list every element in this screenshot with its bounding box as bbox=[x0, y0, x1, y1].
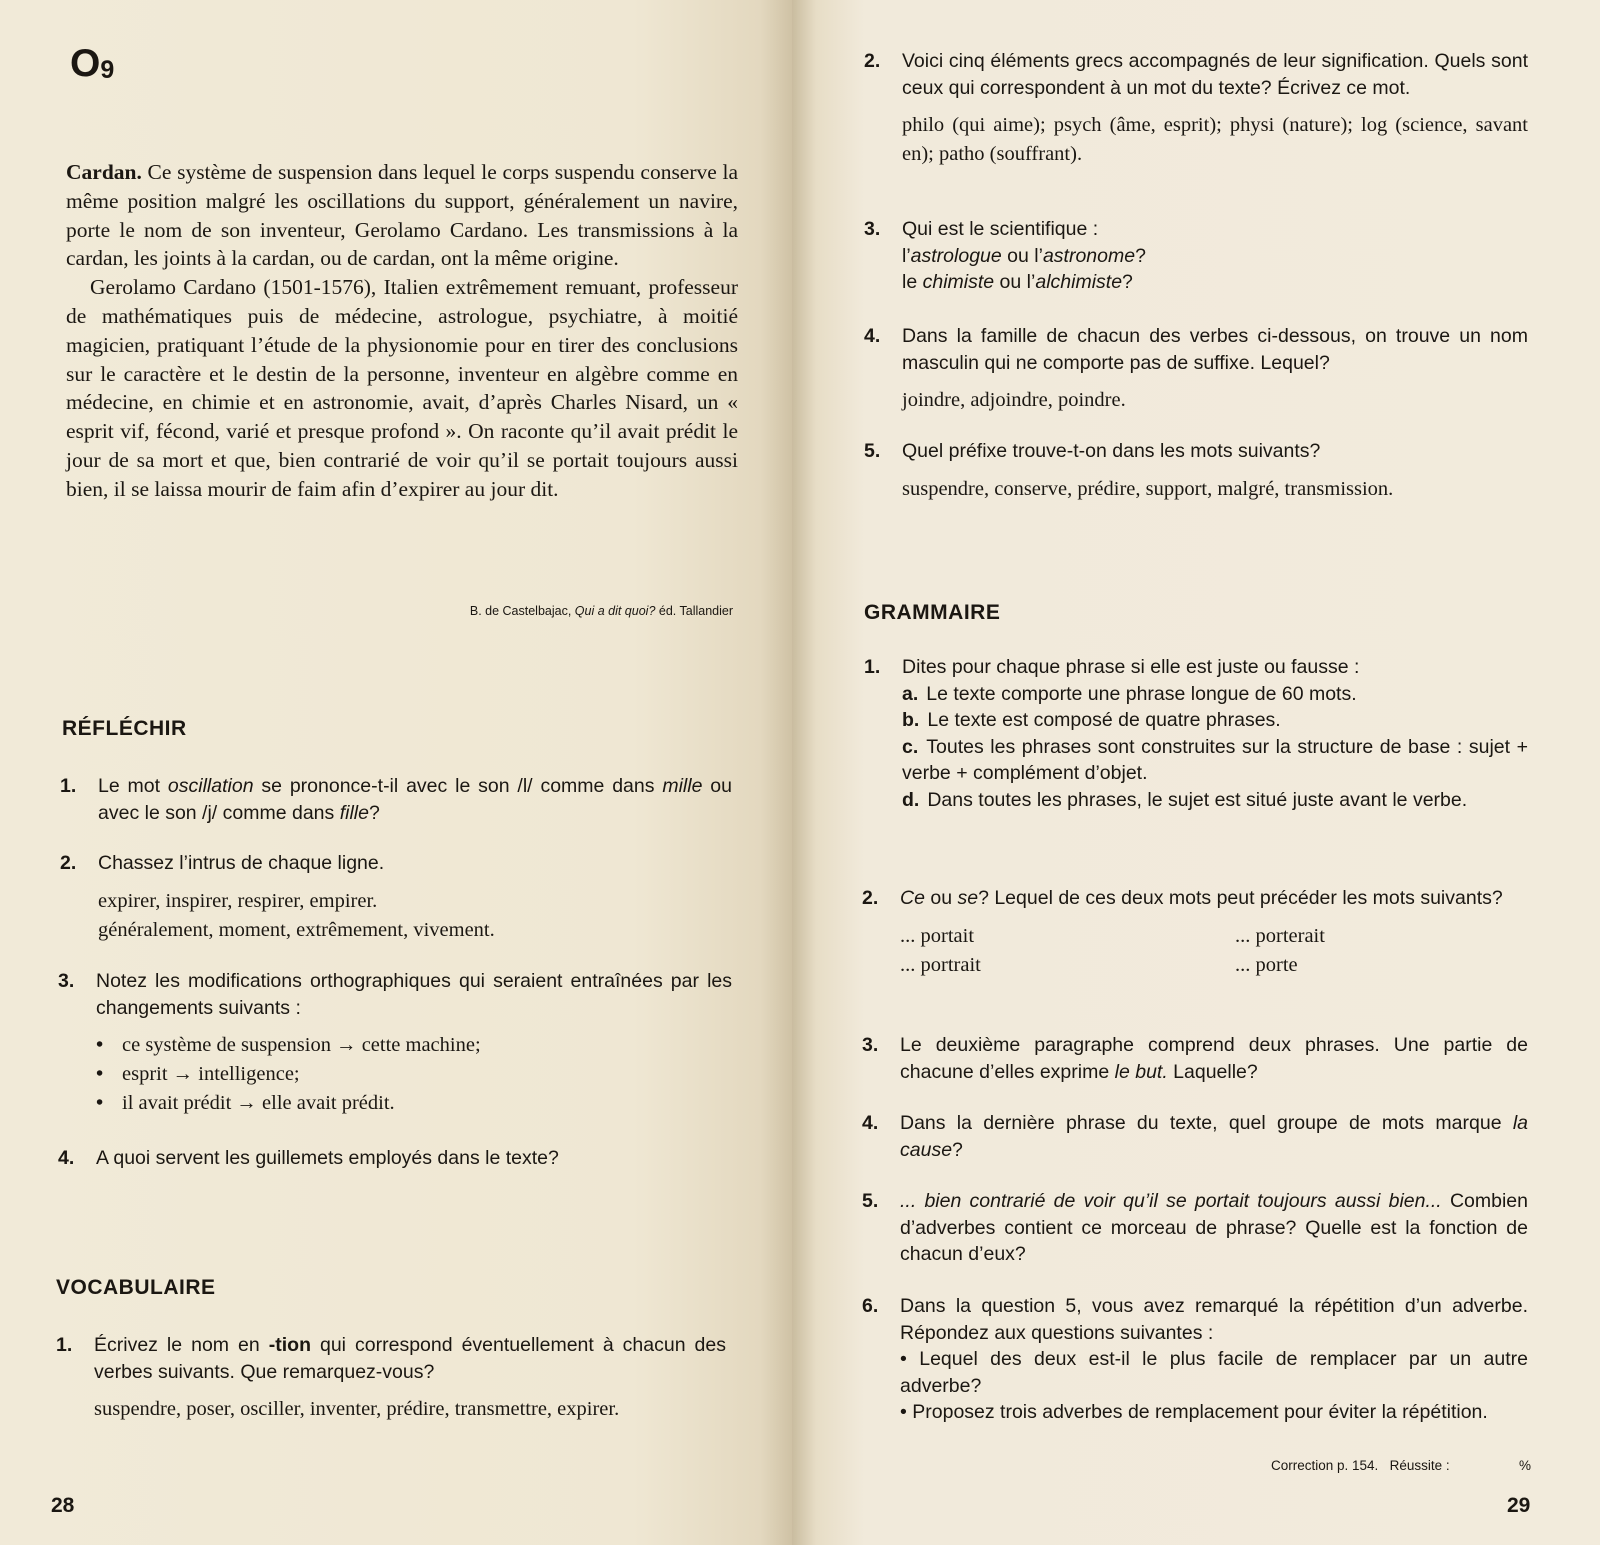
grammaire-question-5: 5. ... bien contrarié de voir qu’il se portait toujours aussi bien... Combien d’adverbes contient ce morceau de phrase? Quelle est la fonction de chacun d’eux? bbox=[862, 1190, 1528, 1265]
reading-passage bbox=[66, 158, 738, 504]
grammaire-question-2: 2. Ce ou se? Lequel de ces deux mots peut précéder les mots suivants? ... portait ... porterait ... portrait ... porte bbox=[862, 887, 1503, 976]
heading-reflechir: RÉFLÉCHIR bbox=[62, 717, 187, 740]
grammaire-item-a: a. Le texte comporte une phrase longue de 60 mots. bbox=[902, 682, 1357, 705]
left-page bbox=[0, 0, 792, 1545]
vocabulaire-question-1: 1. Écrivez le nom en -tion qui correspond éventuellement à chacun des verbes suivants. Que remarquez-vous? suspendre, poser, osciller, inventer, prédire, transmettre, expirer. bbox=[56, 1334, 726, 1420]
page-number-left: 28 bbox=[51, 1494, 75, 1517]
grammaire-question-1: 1. Dites pour chaque phrase si elle est juste ou fausse : a. Le texte comporte une phrase longue de 60 mots. b. Le texte est composé de quatre phrases. c. Toutes les phrases sont construites sur la structure de base : sujet + verbe + complément d’objet. d. Dans toutes les phrases, le sujet est situé juste avant le verbe. bbox=[864, 654, 1528, 813]
heading-grammaire: GRAMMAIRE bbox=[864, 601, 1001, 624]
grammaire-question-4: 4. Dans la dernière phrase du texte, quel groupe de mots marque la cause? bbox=[862, 1112, 1528, 1161]
reflechir-question-3: 3. Notez les modifications orthographiques qui seraient entraînées par les changements suivants : • ce système de suspension → cette machine; • esprit → intelligence; • il avait prédit → elle avait prédit. bbox=[58, 968, 732, 1118]
grammaire-item-c: c. Toutes les phrases sont construites sur la structure de base : sujet + verbe + complément d’objet. bbox=[902, 735, 1528, 784]
page-number-right: 29 bbox=[1507, 1494, 1531, 1517]
reflechir-question-4: 4. A quoi servent les guillemets employés dans le texte? bbox=[58, 1147, 559, 1169]
passage-paragraph-1: Cardan. Ce système de suspension dans lequel le corps suspendu conserve la même position malgré les oscillations du support, généralement un navire, porte le nom de son inventeur, Gerolamo Cardano. Les transmissions à la cardan, les joints à la cardan, ou de cardan, ont la même origine. bbox=[66, 160, 738, 271]
bullet-item: • ce système de suspension → cette machine; bbox=[96, 1034, 481, 1056]
grammaire-item-b: b. Le texte est composé de quatre phrases. bbox=[902, 709, 1281, 731]
vocabulaire-question-2: 2. Voici cinq éléments grecs accompagnés de leur signification. Quels sont ceux qui correspondent à un mot du texte? Écrivez ce mot. philo (qui aime); psych (âme, esprit); physi (nature); log (science, savant en); patho (souffrant). bbox=[864, 50, 1528, 165]
grammaire-question-3: 3. Le deuxième paragraphe comprend deux phrases. Une partie de chacune d’elles exprime le but. Laquelle? bbox=[862, 1034, 1528, 1083]
heading-vocabulaire: VOCABULAIRE bbox=[56, 1276, 216, 1299]
percent-sign: % bbox=[1519, 1458, 1532, 1473]
bullet-item: • esprit → intelligence; bbox=[96, 1063, 300, 1085]
passage-title: Cardan. bbox=[66, 160, 142, 184]
bullet-item: • il avait prédit → elle avait prédit. bbox=[96, 1092, 395, 1114]
vocabulaire-question-3: 3. Qui est le scientifique : l’astrologue ou l’astronome? le chimiste ou l’alchimiste? bbox=[864, 218, 1146, 293]
passage-paragraph-2: Gerolamo Cardano (1501-1576), Italien extrêmement remuant, professeur de mathématiques puis de médecine, astrologue, psychiatre, à moitié magicien, pratiquant l’étude de la physionomie pour en tirer des conclusions sur le caractère et le destin de la personne, inventeur en algèbre comme en médecine, en chimie et en astronomie, avait, d’après Charles Nisard, un « esprit vif, fécond, varié et presque profond ». On raconte qu’il avait prédit le jour de sa mort et que, bien contrarié de voir qu’il se portait toujours aussi bien, il se laissa mourir de faim afin d’expirer au jour dit. bbox=[66, 275, 738, 501]
vocabulaire-question-4: 4. Dans la famille de chacun des verbes ci-dessous, on trouve un nom masculin qui ne comporte pas de suffixe. Lequel? joindre, adjoindre, poindre. bbox=[864, 325, 1528, 411]
reflechir-question-2: 2. Chassez l’intrus de chaque ligne. expirer, inspirer, respirer, empirer. généralement, moment, extrêmement, vivement. bbox=[60, 852, 495, 941]
vocabulaire-question-5: 5. Quel préfixe trouve-t-on dans les mots suivants? suspendre, conserve, prédire, support, malgré, transmission. bbox=[864, 440, 1394, 500]
grammaire-item-d: d. Dans toutes les phrases, le sujet est situé juste avant le verbe. bbox=[902, 788, 1468, 811]
bullet-item: • Proposez trois adverbes de remplacement pour éviter la répétition. bbox=[900, 1401, 1488, 1423]
right-page bbox=[792, 0, 1600, 1545]
passage-source: B. de Castelbajac, Qui a dit quoi? éd. Tallandier bbox=[469, 604, 733, 618]
grammaire-question-6: 6. Dans la question 5, vous avez remarqué la répétition d’un adverbe. Répondez aux questions suivantes : • Lequel des deux est-il le plus facile de remplacer par un autre adverbe? • Proposez trois adverbes de remplacement pour éviter la répétition. bbox=[862, 1293, 1528, 1426]
correction-note: Correction p. 154. Réussite : bbox=[1271, 1458, 1450, 1473]
reflechir-question-1: 1. Le mot oscillation se prononce-t-il avec le son /l/ comme dans mille ou avec le son /j/ comme dans fille? bbox=[60, 775, 732, 824]
bullet-item: • Lequel des deux est-il le plus facile de remplacer par un autre adverbe? bbox=[900, 1348, 1528, 1397]
unit-label: $O_9$ bbox=[70, 42, 114, 85]
